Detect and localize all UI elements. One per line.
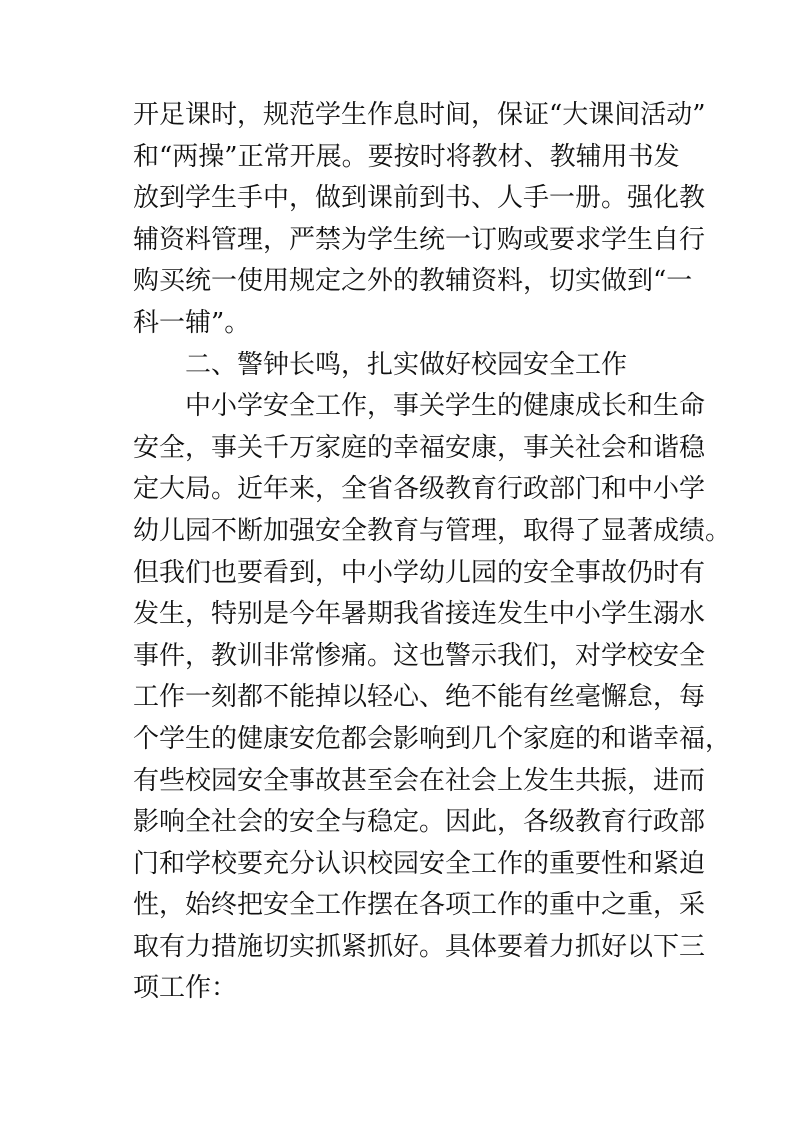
paragraph-line: 科一辅”。 — [133, 307, 251, 338]
paragraph-line: 个学生的健康安危都会影响到几个家庭的和谐幸福， — [133, 723, 732, 754]
section-heading: 二、警钟长鸣，扎实做好校园安全工作 — [185, 349, 628, 380]
paragraph-line: 取有力措施切实抓紧抓好。具体要着力抓好以下三 — [133, 931, 706, 962]
paragraph-line: 幼儿园不断加强安全教育与管理，取得了显著成绩。 — [133, 515, 732, 546]
paragraph-line: 影响全社会的安全与稳定。因此，各级教育行政部 — [133, 807, 706, 838]
paragraph-line: 中小学安全工作，事关学生的健康成长和生命 — [185, 391, 706, 422]
document-body — [133, 95, 732, 1010]
paragraph-line: 安全，事关千万家庭的幸福安康，事关社会和谐稳 — [133, 432, 706, 463]
paragraph-line: 但我们也要看到，中小学幼儿园的安全事故仍时有 — [133, 557, 706, 588]
paragraph-line: 有些校园安全事故甚至会在社会上发生共振，进而 — [133, 765, 706, 796]
paragraph-line: 门和学校要充分认识校园安全工作的重要性和紧迫 — [133, 848, 706, 879]
paragraph-line: 项工作： — [133, 973, 238, 1004]
paragraph-line: 辅资料管理，严禁为学生统一订购或要求学生自行 — [133, 224, 706, 255]
paragraph-line: 和“两操”正常开展。要按时将教材、教辅用书发 — [133, 141, 680, 172]
paragraph-line: 放到学生手中，做到课前到书、人手一册。强化教 — [133, 183, 706, 214]
paragraph-line: 开足课时，规范学生作息时间，保证“大课间活动” — [133, 100, 706, 130]
paragraph-line: 性，始终把安全工作摆在各项工作的重中之重，采 — [133, 890, 706, 921]
paragraph-line: 定大局。近年来，全省各级教育行政部门和中小学 — [133, 474, 706, 505]
paragraph-line: 发生，特别是今年暑期我省接连发生中小学生溺水 — [133, 599, 706, 630]
paragraph-line: 工作一刻都不能掉以轻心、绝不能有丝毫懈怠，每 — [133, 682, 706, 713]
paragraph-line: 购买统一使用规定之外的教辅资料，切实做到“一 — [133, 266, 693, 297]
paragraph-line: 事件，教训非常惨痛。这也警示我们，对学校安全 — [133, 640, 706, 671]
